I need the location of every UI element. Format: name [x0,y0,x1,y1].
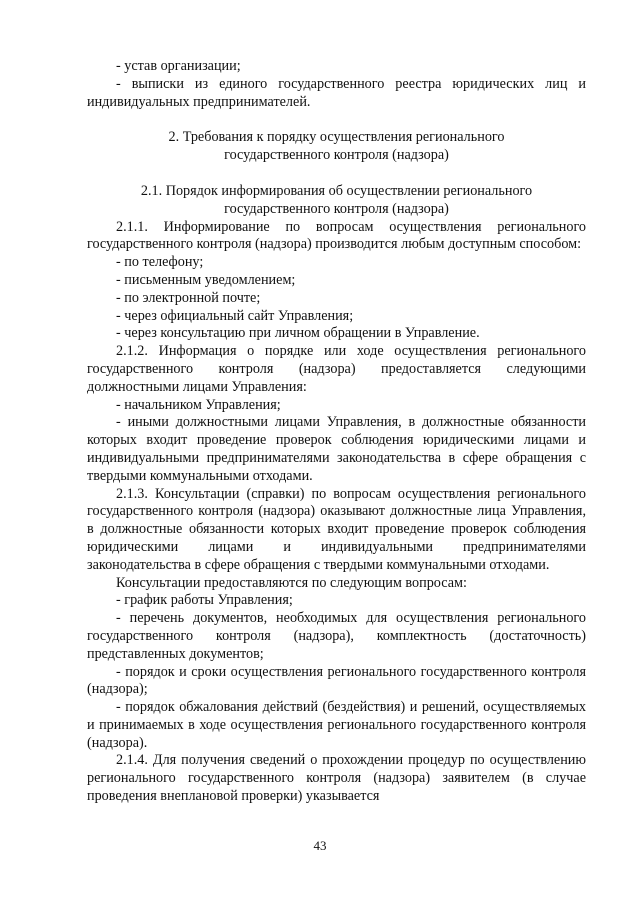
list-item-head: - начальником Управления; [116,396,281,413]
page-number: 43 [313,838,327,853]
list-item-charter: - устав организации; [116,58,241,74]
list-item-other-officials: - иными должностными лицами Управления, в должностные обязанности которых входит проведение проверок соблюдения юридическими лицами и индивидуальными предпринимателями законодательства в сфере обращения с твердыми коммунальными отходами. [87,414,586,484]
list-item-procedure-terms: - порядок и сроки осуществления регионального государственного контроля (надзора); [87,663,586,698]
list-item-document-list: - перечень документов, необходимых для осуществления регионального государственного контроля (надзора), комплектность (достаточность) представленных документов; [87,610,586,662]
paragraph-2-1-2: 2.1.2. Информация о порядке или ходе осуществления регионального государственного контроля (надзора) предоставляется следующими должностными лицами Управления: [87,343,586,395]
document-page [87,58,586,806]
list-item-schedule: - график работы Управления; [116,592,293,609]
list-item-personal-visit: - через консультацию при личном обращении в Управление. [116,325,480,342]
list-item-appeal-procedure: - порядок обжалования действий (бездействия) и решений, осуществляемых и принимаемых в ходе осуществления регионального государственного контроля (надзора). [87,699,586,751]
paragraph-2-1-4: 2.1.4. Для получения сведений о прохождении процедур по осуществлению регионального государственного контроля (надзора) заявителем (в случае проведения внеплановой проверки) указывается [87,752,586,805]
paragraph-2-1-3: 2.1.3. Консультации (справки) по вопросам осуществления регионального государственного контроля (надзора) оказывают должностные лица Управления, в должностные обязанности которых входит проведение проверок соблюдения юридическими лицами и индивидуальными предпринимателями законодательства в сфере обращения с твердыми коммунальными отходами. [87,485,586,573]
list-item-written-notice: - письменным уведомлением; [116,271,296,288]
list-item-phone: - по телефону; [116,254,204,271]
list-item-registry-extracts: - выписки из единого государственного реестра юридических лиц и индивидуальных предпринимателей. [87,75,586,110]
list-item-email: - по электронной почте; [116,289,261,306]
paragraph-2-1-1: 2.1.1. Информирование по вопросам осуществления регионального государственного контроля (надзора) производится любым доступным способом: [87,218,586,253]
paragraph-consultation-topics: Консультации предоставляются по следующим вопросам: [116,574,467,591]
section-heading-2: 2. Требования к порядку осуществления регионального государственного контроля (надзора) [168,129,505,164]
subsection-heading-2-1: 2.1. Порядок информирования об осуществлении регионального государственного контроля (надзора) [140,182,533,217]
list-item-website: - через официальный сайт Управления; [116,307,354,324]
